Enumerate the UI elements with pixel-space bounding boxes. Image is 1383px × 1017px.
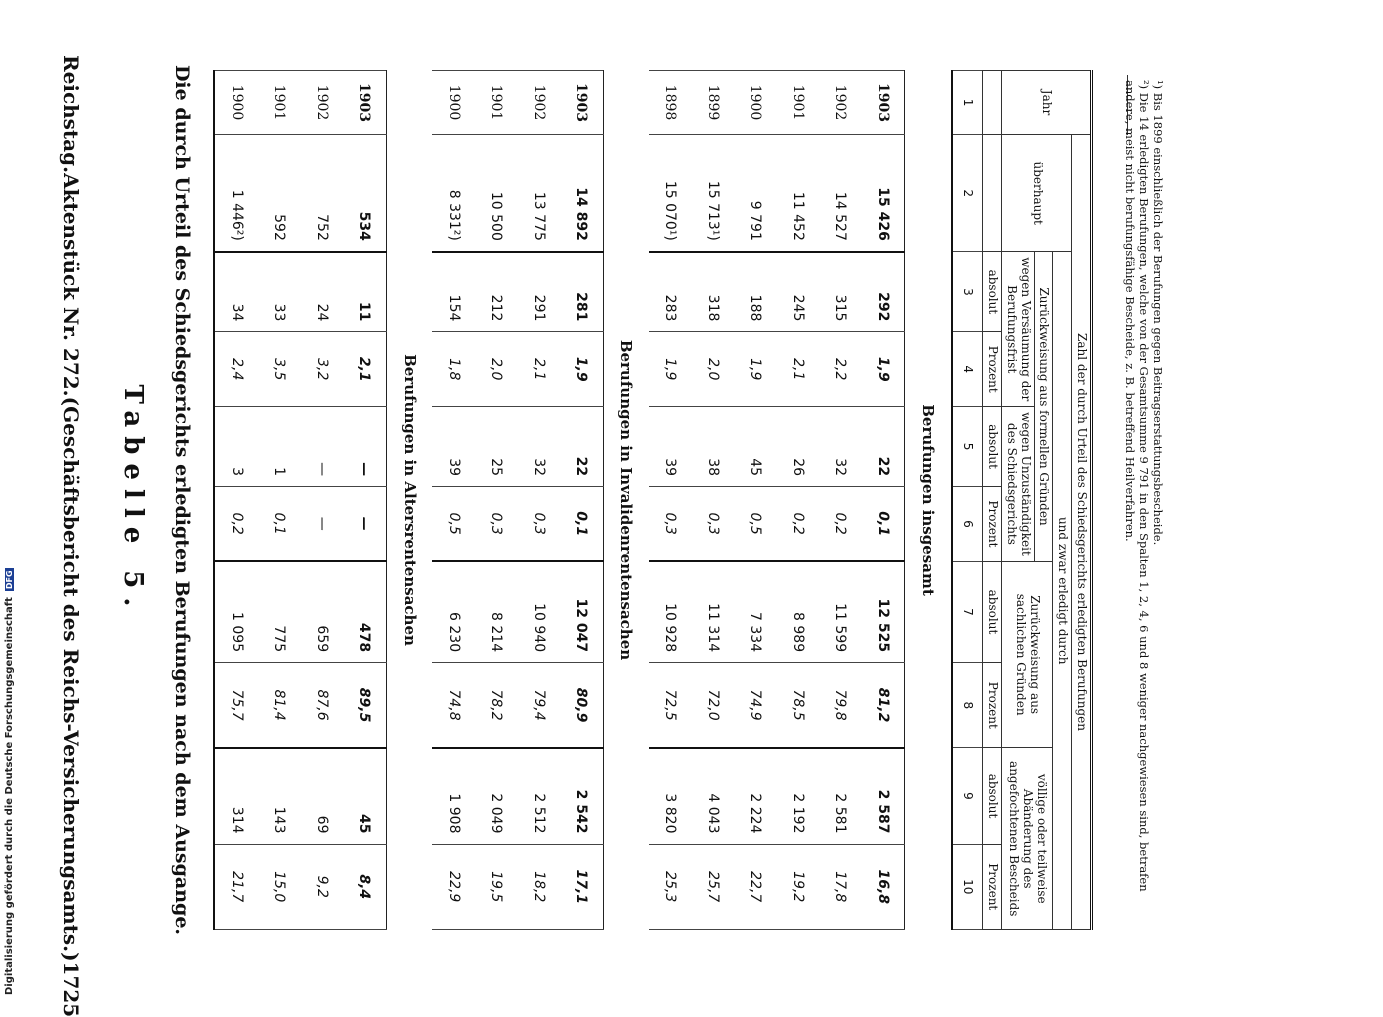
dfg-logo: DFG [4, 570, 14, 590]
cell-c9: 1 908 [432, 748, 475, 844]
cell-c4: 1,8 [432, 332, 475, 407]
column-number: 9 [952, 748, 982, 844]
col-und-zwar-header: und zwar erledigt durch [1053, 252, 1072, 930]
cell-ueberhaupt: 8 331²) [432, 135, 475, 252]
cell-c7: 7 334 [734, 561, 777, 662]
col-absolut-header: absolut [983, 407, 1002, 487]
col-prozent-header: Prozent [983, 332, 1002, 407]
cell-jahr: 1899 [692, 71, 735, 135]
header-center: Aktenstück Nr. 272. [59, 173, 83, 397]
cell-c9: 45 [343, 748, 386, 844]
cell-c5: 22 [862, 407, 905, 487]
cell-c4: 2,1 [777, 332, 820, 407]
col-prozent-header: Prozent [983, 844, 1002, 930]
column-number: 2 [952, 135, 982, 252]
cell-c7: 12 525 [862, 561, 905, 662]
table-row [734, 71, 777, 930]
cell-ueberhaupt: 592 [258, 135, 301, 252]
header-right-title: (Geschäftsbericht des Reichs-Versicherungsamts.) [59, 396, 83, 962]
cell-c8: 72,5 [649, 663, 692, 748]
cell-jahr: 1901 [258, 71, 301, 135]
cell-c10: 17,8 [819, 844, 862, 930]
table-row [301, 71, 344, 930]
cell-c7: 478 [343, 561, 386, 662]
cell-c7: 10 940 [517, 561, 560, 662]
cell-c3: 292 [862, 252, 905, 332]
cell-c10: 18,2 [517, 844, 560, 930]
cell-c6: 0,2 [214, 487, 258, 562]
column-number: 1 [952, 71, 982, 135]
cell-jahr: 1900 [734, 71, 777, 135]
cell-c8: 74,8 [432, 663, 475, 748]
cell-c6: 0,2 [777, 487, 820, 562]
table-row [819, 71, 862, 930]
col-absolut-header: absolut [983, 252, 1002, 332]
cell-c6: 0,3 [692, 487, 735, 562]
cell-jahr: 1903 [343, 71, 386, 135]
cell-c10: 19,2 [777, 844, 820, 930]
cell-c8: 72,0 [692, 663, 735, 748]
table-row [343, 71, 386, 930]
table-row [258, 71, 301, 930]
cell-c3: 245 [777, 252, 820, 332]
cell-ueberhaupt: 10 500 [475, 135, 518, 252]
cell-c9: 2 542 [560, 748, 603, 844]
table-row [517, 71, 560, 930]
column-number: 8 [952, 663, 982, 748]
col-unzustaendig-header: wegen Unzuständigkeit des Schiedsgerichts [1002, 407, 1035, 562]
cell-c10: 15,0 [258, 844, 301, 930]
cell-c5: 32 [819, 407, 862, 487]
col-abaenderung-header: völlige oder teilweise Abänderung des angefochtenen Bescheids [1002, 748, 1053, 930]
cell-c6: 0,5 [432, 487, 475, 562]
col-frist-header: wegen Versäumung der Berufungsfrist [1002, 252, 1035, 407]
cell-c8: 81,4 [258, 663, 301, 748]
cell-ueberhaupt: 1 446²) [214, 135, 258, 252]
cell-c10: 25,3 [649, 844, 692, 930]
cell-c9: 2 224 [734, 748, 777, 844]
column-number: 7 [952, 561, 982, 662]
cell-jahr: 1901 [777, 71, 820, 135]
cell-c3: 318 [692, 252, 735, 332]
footnote-1: ¹) Bis 1899 einschließlich der Berufungen gegen Beitragserstattungsbescheide. [1151, 80, 1165, 546]
cell-c9: 2 049 [475, 748, 518, 844]
column-number-row [952, 71, 982, 930]
cell-c9: 2 587 [862, 748, 905, 844]
table-row [777, 71, 820, 930]
cell-c10: 17,1 [560, 844, 603, 930]
col-ueberhaupt-header: überhaupt [1002, 135, 1072, 252]
cell-c8: 87,6 [301, 663, 344, 748]
table-body [214, 71, 983, 930]
running-header [49, 55, 83, 1017]
table-row [432, 71, 475, 930]
cell-ueberhaupt: 534 [343, 135, 386, 252]
cell-c5: 22 [560, 407, 603, 487]
col-group-main-header: Zahl der durch Urteil des Schiedsgerichts erledigten Berufungen [1072, 135, 1092, 930]
table-subtitle: Die durch Urteil des Schiedsgerichts erledigten Berufungen nach dem Ausgange. [171, 64, 193, 936]
cell-ueberhaupt: 15 426 [862, 135, 905, 252]
col-prozent-header: Prozent [983, 663, 1002, 748]
section-title-row [905, 71, 952, 930]
cell-c4: 1,9 [862, 332, 905, 407]
cell-c3: 34 [214, 252, 258, 332]
page-number: 1725 [59, 961, 83, 1017]
cell-ueberhaupt: 9 791 [734, 135, 777, 252]
cell-c4: 2,1 [343, 332, 386, 407]
cell-c8: 78,2 [475, 663, 518, 748]
cell-c9: 3 820 [649, 748, 692, 844]
cell-c7: 1 095 [214, 561, 258, 662]
cell-c10: 25,7 [692, 844, 735, 930]
section-title: Berufungen insgesamt [919, 404, 938, 596]
cell-c10: 8,4 [343, 844, 386, 930]
column-number: 10 [952, 844, 982, 930]
cell-c3: 212 [475, 252, 518, 332]
cell-c6: 0,1 [258, 487, 301, 562]
cell-c4: 1,9 [560, 332, 603, 407]
table-row [862, 71, 905, 930]
statistics-table [213, 70, 1093, 930]
cell-c5: 38 [692, 407, 735, 487]
cell-c3: 188 [734, 252, 777, 332]
cell-c3: 33 [258, 252, 301, 332]
cell-c9: 4 043 [692, 748, 735, 844]
col-sachlich-header: Zurückweisung aus sachlichen Gründen [1002, 561, 1053, 748]
cell-c8: 80,9 [560, 663, 603, 748]
cell-c5: 26 [777, 407, 820, 487]
cell-ueberhaupt: 15 070¹) [649, 135, 692, 252]
cell-c4: 3,5 [258, 332, 301, 407]
col-prozent-header: Prozent [983, 487, 1002, 562]
cell-c3: 291 [517, 252, 560, 332]
cell-jahr: 1902 [819, 71, 862, 135]
cell-c6: 0,3 [517, 487, 560, 562]
cell-c8: 81,2 [862, 663, 905, 748]
cell-c8: 75,7 [214, 663, 258, 748]
cell-c5: 39 [432, 407, 475, 487]
cell-c7: 659 [301, 561, 344, 662]
cell-c4: 2,4 [214, 332, 258, 407]
cell-c4: 2,2 [819, 332, 862, 407]
cell-jahr: 1902 [517, 71, 560, 135]
cell-c5: 3 [214, 407, 258, 487]
cell-c6: 0,1 [560, 487, 603, 562]
cell-c7: 10 928 [649, 561, 692, 662]
cell-c5: 45 [734, 407, 777, 487]
cell-c3: 281 [560, 252, 603, 332]
cell-c6: 0,2 [819, 487, 862, 562]
cell-ueberhaupt: 14 892 [560, 135, 603, 252]
cell-c8: 79,4 [517, 663, 560, 748]
cell-c6: 0,3 [475, 487, 518, 562]
table-row [560, 71, 603, 930]
cell-jahr: 1903 [560, 71, 603, 135]
digitization-credit [2, 5, 16, 995]
cell-c5: 39 [649, 407, 692, 487]
section-title: Berufungen in Altersrentensachen [400, 354, 419, 646]
cell-c8: 78,5 [777, 663, 820, 748]
cell-c5: — [343, 407, 386, 487]
cell-c6: — [343, 487, 386, 562]
cell-jahr: 1900 [214, 71, 258, 135]
cell-c8: 79,8 [819, 663, 862, 748]
cell-c6: 0,1 [862, 487, 905, 562]
cell-c6: 0,3 [649, 487, 692, 562]
cell-ueberhaupt: 15 713¹) [692, 135, 735, 252]
cell-c3: 24 [301, 252, 344, 332]
cell-c7: 12 047 [560, 561, 603, 662]
table-row [692, 71, 735, 930]
section-title-row [386, 71, 432, 930]
cell-jahr: 1898 [649, 71, 692, 135]
cell-c6: 0,5 [734, 487, 777, 562]
cell-c10: 19,5 [475, 844, 518, 930]
cell-c4: 3,2 [301, 332, 344, 407]
cell-ueberhaupt: 13 775 [517, 135, 560, 252]
col-absolut-header: absolut [983, 748, 1002, 844]
column-number: 3 [952, 252, 982, 332]
cell-c7: 775 [258, 561, 301, 662]
column-number: 5 [952, 407, 982, 487]
cell-c4: 2,1 [517, 332, 560, 407]
table-row [475, 71, 518, 930]
cell-c4: 2,0 [692, 332, 735, 407]
table-row [649, 71, 692, 930]
col-blank [983, 71, 1002, 135]
cell-c5: 1 [258, 407, 301, 487]
cell-jahr: 1902 [301, 71, 344, 135]
cell-c5: 32 [517, 407, 560, 487]
credit-text: Digitalisierung gefördert durch die Deutsche Forschungsgemeinschaft [3, 597, 15, 995]
table-row [214, 71, 258, 930]
header-left: Reichstag. [59, 55, 83, 174]
cell-jahr: 1903 [862, 71, 905, 135]
section-title: Berufungen in Invalidenrentensachen [617, 339, 636, 661]
footnote-2: ²) Die 14 erledigten Berufungen, welche von der Gesamtsumme 9 791 in den Spalten 1, 2, 4, 6 und 8 weniger nachgewiesen sind, betrafen andere, meist nicht berufungsfähige Bescheide, z. B. betreffend Heilverfahren. [1122, 80, 1151, 892]
column-number: 6 [952, 487, 982, 562]
cell-c6: — [301, 487, 344, 562]
col-absolut-header: absolut [983, 561, 1002, 662]
cell-jahr: 1900 [432, 71, 475, 135]
cell-c9: 143 [258, 748, 301, 844]
cell-c3: 283 [649, 252, 692, 332]
cell-c3: 315 [819, 252, 862, 332]
section-title-row [603, 71, 649, 930]
cell-c9: 2 192 [777, 748, 820, 844]
cell-c7: 11 314 [692, 561, 735, 662]
col-blank [983, 135, 1002, 252]
cell-c9: 314 [214, 748, 258, 844]
cell-c9: 2 581 [819, 748, 862, 844]
cell-c8: 89,5 [343, 663, 386, 748]
cell-c7: 6 230 [432, 561, 475, 662]
cell-ueberhaupt: 752 [301, 135, 344, 252]
cell-ueberhaupt: 14 527 [819, 135, 862, 252]
col-jahr-header: Jahr [1002, 71, 1092, 135]
column-number: 4 [952, 332, 982, 407]
cell-c4: 1,9 [734, 332, 777, 407]
cell-c10: 21,7 [214, 844, 258, 930]
cell-c4: 2,0 [475, 332, 518, 407]
cell-c7: 8 989 [777, 561, 820, 662]
cell-c10: 22,7 [734, 844, 777, 930]
cell-c3: 11 [343, 252, 386, 332]
cell-c10: 9,2 [301, 844, 344, 930]
cell-jahr: 1901 [475, 71, 518, 135]
cell-c8: 74,9 [734, 663, 777, 748]
cell-c5: 25 [475, 407, 518, 487]
cell-c7: 11 599 [819, 561, 862, 662]
cell-c10: 16,8 [862, 844, 905, 930]
cell-c4: 1,9 [649, 332, 692, 407]
cell-c10: 22,9 [432, 844, 475, 930]
cell-c7: 8 214 [475, 561, 518, 662]
cell-c5: — [301, 407, 344, 487]
cell-c3: 154 [432, 252, 475, 332]
cell-c9: 69 [301, 748, 344, 844]
table-title: Tabelle 5. [118, 384, 148, 616]
cell-c9: 2 512 [517, 748, 560, 844]
col-formelle-header: Zurückweisung aus formellen Gründen [1034, 252, 1053, 561]
cell-ueberhaupt: 11 452 [777, 135, 820, 252]
